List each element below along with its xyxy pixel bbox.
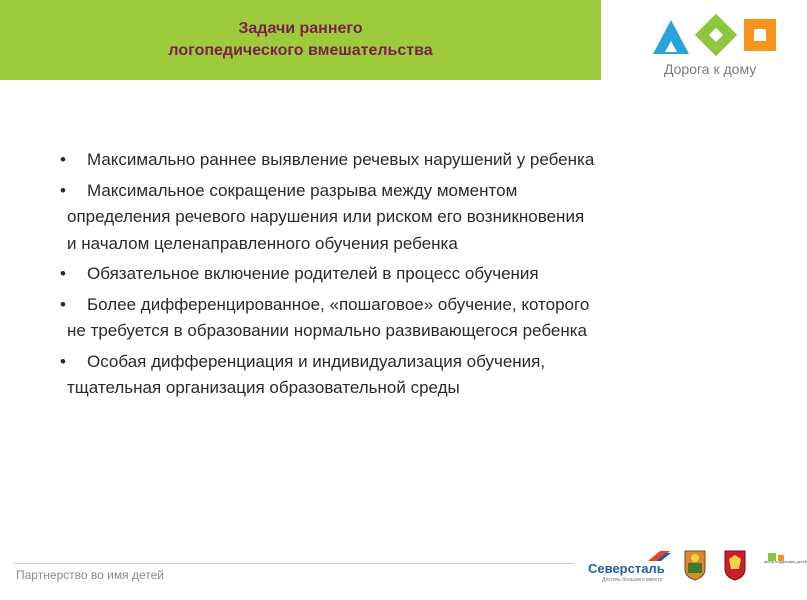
bullet-dot: •: [60, 150, 66, 169]
bullet-item: [0, 261, 800, 288]
bullet-line: и началом целенаправленного обучения ребенка: [67, 233, 458, 253]
bullet-line: Более дифференцированное, «пошаговое» обучение, которого: [87, 294, 590, 314]
bullet-list: [0, 147, 800, 406]
bullet-item: [0, 178, 800, 258]
page-title-line-2: логопедического вмешательства: [168, 42, 433, 59]
brand-logo: [645, 14, 785, 84]
bullet-dot: •: [60, 294, 66, 314]
severstal-tagline: Достичь большего вместе: [602, 577, 663, 583]
bullet-line: тщательная организация образовательной среды: [67, 378, 460, 397]
region-emblem-icon: [723, 549, 747, 581]
bullet-line: Максимальное сокращение разрыва между моментом: [87, 180, 518, 200]
city-emblem-icon: [683, 549, 707, 581]
fund-logo-text: фонд поддержки детей: [764, 559, 807, 564]
severstal-logo: [586, 549, 674, 589]
bullet-line: Особая дифференциация и индивидуализация обучения,: [87, 351, 546, 371]
page-title: [0, 18, 601, 62]
bullet-dot: •: [60, 180, 66, 200]
severstal-name: Северсталь: [588, 561, 665, 576]
bullet-line: Максимально раннее выявление речевых нарушений у ребенка: [87, 150, 595, 169]
bullet-item: [0, 292, 800, 345]
bullet-dot: •: [60, 264, 66, 283]
diamond-logo-icon: [695, 14, 737, 56]
bullet-line: не требуется в образовании нормально развивающегося ребенка: [67, 321, 587, 340]
footer-divider: [14, 563, 574, 564]
bullet-item: [0, 147, 800, 174]
fund-logo: [764, 550, 807, 584]
page-title-line-1: Задачи раннего: [238, 20, 363, 37]
logo-text: Дорога к дому: [664, 61, 757, 77]
bullet-line: Обязательное включение родителей в процесс обучения: [87, 264, 539, 283]
bullet-item: [0, 349, 800, 402]
bullet-dot: •: [60, 351, 66, 371]
footer-text: Партнерство во имя детей: [16, 568, 164, 582]
bullet-line: определения речевого нарушения или риском его возникновения: [67, 207, 585, 226]
